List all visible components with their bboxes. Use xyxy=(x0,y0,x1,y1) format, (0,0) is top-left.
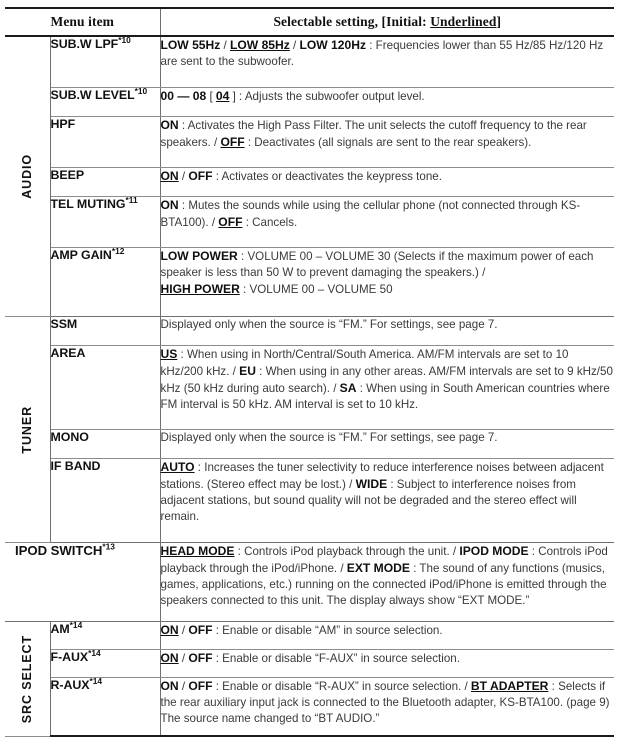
menu-item-name: AMP GAIN xyxy=(50,248,112,262)
menu-item-name: AM xyxy=(50,622,70,636)
menu-item-cell[interactable] xyxy=(50,647,160,678)
footnote-marker: *12 xyxy=(111,245,125,256)
menu-item-cell[interactable] xyxy=(5,543,160,622)
footnote-marker: *14 xyxy=(88,647,101,658)
table-row xyxy=(5,459,614,543)
setting-description-cell: AUTO : Increases the tuner selectivity to reduce interference noises between adjacent stations. (Stereo effect may be lost.) / WIDE : Subject to interference noises from adjacent stations, but sound quality will not be degraded and the stereo effect will remain. xyxy=(160,459,614,543)
table-row xyxy=(5,88,614,117)
table-row xyxy=(5,430,614,459)
footnote-marker: *14 xyxy=(69,619,83,630)
column-header-menu-item: Menu item xyxy=(5,8,160,36)
header-text-underlined: Underlined xyxy=(430,14,497,29)
menu-item-cell[interactable] xyxy=(50,430,160,459)
menu-item-cell[interactable] xyxy=(50,619,160,650)
table-row xyxy=(5,36,614,88)
menu-item-cell[interactable] xyxy=(50,194,160,248)
menu-item-cell[interactable] xyxy=(50,459,160,543)
setting-description-cell: HEAD MODE : Controls iPod playback through the unit. / IPOD MODE : Controls iPod playback through the iPod/iPhone. / EXT MODE : The sound of any functions (musics, games, applications, etc.) running on the connected iPod/iPhone is emitted through the speakers connected to this unit. The display always show “EXT MODE.” xyxy=(160,543,614,622)
menu-item-name: F-AUX xyxy=(50,650,89,664)
table-row xyxy=(5,168,614,197)
setting-description-cell: Displayed only when the source is “FM.” For settings, see page 7. xyxy=(160,430,614,459)
menu-item-name: SUB.W LEVEL xyxy=(50,88,135,102)
table-row xyxy=(5,317,614,346)
footnote-marker: *11 xyxy=(125,194,138,205)
menu-item-name: SSM xyxy=(50,317,78,331)
table-row xyxy=(5,622,614,650)
menu-item-name: HPF xyxy=(50,117,76,131)
footnote-marker: *10 xyxy=(118,34,131,45)
menu-item-cell[interactable] xyxy=(50,85,160,117)
settings-reference-table xyxy=(5,7,614,737)
menu-item-cell[interactable] xyxy=(50,317,160,346)
footnote-marker: *10 xyxy=(134,85,148,96)
table-row xyxy=(5,346,614,430)
setting-description-cell: ON / OFF : Enable or disable “F-AUX” in source selection. xyxy=(160,650,614,678)
column-header-selectable-setting xyxy=(160,8,614,36)
menu-item-name: SUB.W LPF xyxy=(50,37,119,51)
menu-item-cell[interactable] xyxy=(50,36,160,88)
menu-item-cell[interactable] xyxy=(50,117,160,168)
category-label: TUNER xyxy=(20,405,35,454)
category-label: AUDIO xyxy=(20,154,35,199)
menu-item-name: AREA xyxy=(50,346,86,360)
table-row xyxy=(5,543,614,622)
setting-description-cell: US : When using in North/Central/South America. AM/FM intervals are set to 10 kHz/200 kHz. / EU : When using in any other areas. AM/FM intervals are set to 9 kHz/50 kHz (50 kHz during auto search). / SA : When using in South American countries where FM interval is 50 kHz. AM interval is set to 10 kHz. xyxy=(160,346,614,430)
setting-description-cell: ON / OFF : Activates or deactivates the keypress tone. xyxy=(160,168,614,197)
setting-description-cell: LOW POWER : VOLUME 00 – VOLUME 30 (Selects if the maximum power of each speaker is less than 50 W to prevent damaging the speakers.) / HIGH POWER : VOLUME 00 – VOLUME 50 xyxy=(160,248,614,317)
menu-item-name: IF BAND xyxy=(50,459,101,473)
menu-item-cell[interactable] xyxy=(50,168,160,197)
setting-description-cell: ON / OFF : Enable or disable “AM” in source selection. xyxy=(160,622,614,650)
setting-description-cell: ON : Mutes the sounds while using the cellular phone (not connected through KS-BTA100). / OFF : Cancels. xyxy=(160,197,614,248)
menu-item-cell[interactable] xyxy=(50,245,160,317)
header-text-suffix: ] xyxy=(496,14,502,29)
table-row xyxy=(5,678,614,737)
footnote-marker: *13 xyxy=(102,541,115,552)
table-row xyxy=(5,117,614,168)
category-label: SRC SELECT xyxy=(20,634,35,723)
setting-description-cell: Displayed only when the source is “FM.” For settings, see page 7. xyxy=(160,317,614,346)
category-label-cell xyxy=(5,317,50,543)
category-label-cell xyxy=(5,36,50,317)
footnote-marker: *14 xyxy=(89,675,103,686)
table-row xyxy=(5,197,614,248)
table-row xyxy=(5,248,614,317)
menu-item-name: BEEP xyxy=(50,168,85,182)
setting-description-cell: LOW 55Hz / LOW 85Hz / LOW 120Hz : Frequencies lower than 55 Hz/85 Hz/120 Hz are sent to the subwoofer. xyxy=(160,36,614,88)
menu-item-name: TEL MUTING xyxy=(50,197,126,211)
header-text-prefix: Selectable setting, [Initial: xyxy=(273,14,431,29)
table-row xyxy=(5,650,614,678)
setting-description-cell: 00 — 08 [ 04 ] : Adjusts the subwoofer output level. xyxy=(160,88,614,117)
setting-description-cell: ON : Activates the High Pass Filter. The unit selects the cutoff frequency to the rear speakers. / OFF : Deactivates (all signals are sent to the rear speakers). xyxy=(160,117,614,168)
menu-item-name: MONO xyxy=(50,430,89,444)
menu-item-name: IPOD SWITCH xyxy=(15,543,103,558)
setting-description-cell: ON / OFF : Enable or disable “R-AUX” in source selection. / BT ADAPTER : Selects if the rear auxiliary input jack is connected to the Bluetooth adapter, KS-BTA100. (page 9) The source name changed to “BT AUDIO.” xyxy=(160,678,614,737)
menu-item-cell[interactable] xyxy=(50,346,160,430)
menu-item-name: R-AUX xyxy=(50,678,90,692)
menu-item-cell[interactable] xyxy=(50,675,160,737)
category-label-cell xyxy=(5,622,50,737)
